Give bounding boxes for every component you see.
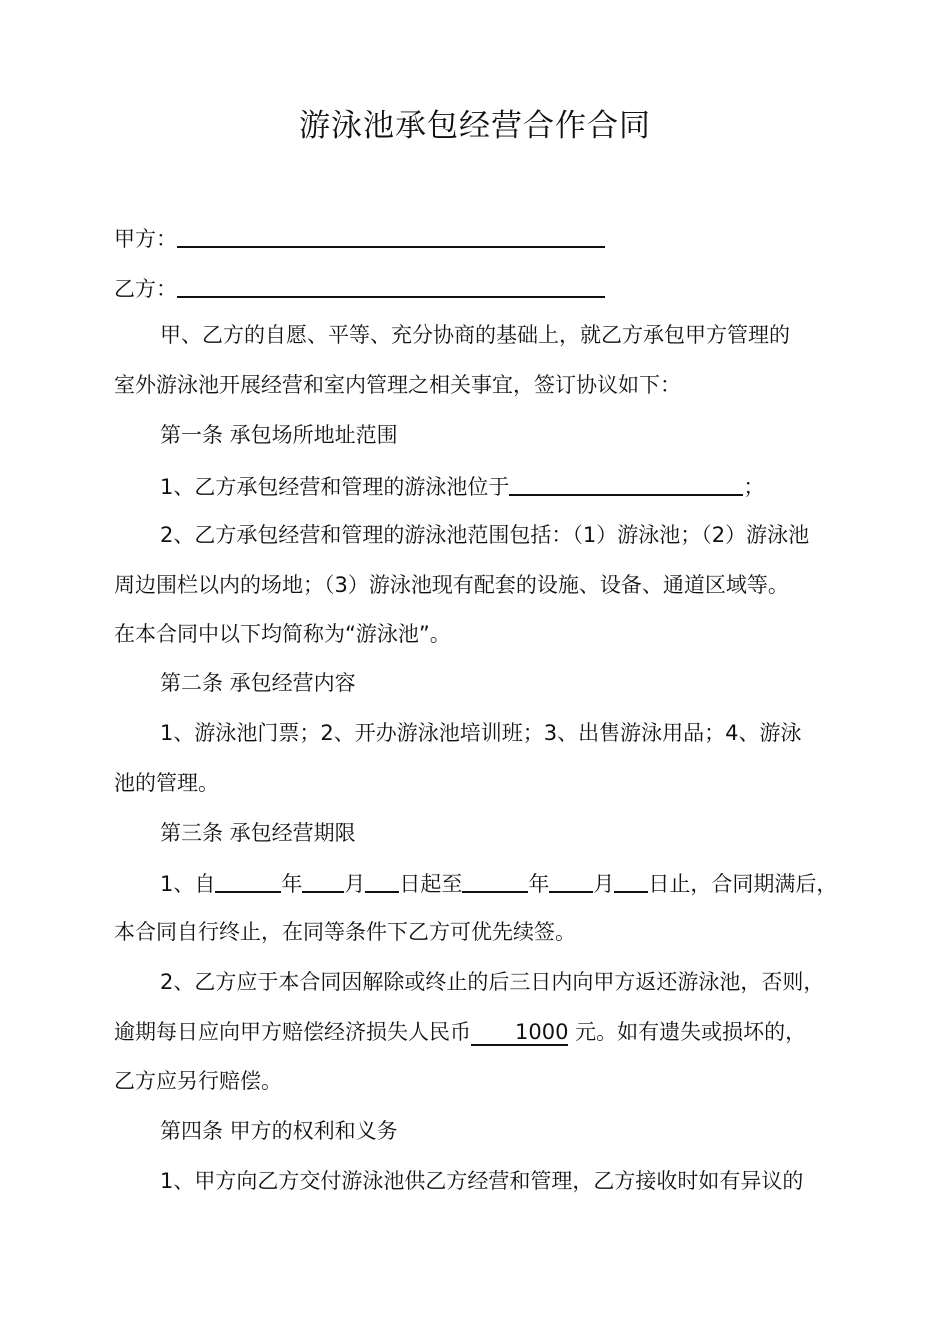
article-3-item-2-line-2 (114, 1017, 806, 1047)
article-1-item-1-text: 1、乙方承包经营和管理的游泳池位于 (160, 475, 510, 499)
article-1-item-2-line-2: 周边围栏以内的场地；（3）游泳池现有配套的设施、设备、通道区域等。 (114, 573, 789, 597)
end-month-label: 月 (593, 872, 615, 896)
document-title: 游泳池承包经营合作合同 (299, 108, 651, 144)
location-blank (509, 470, 743, 496)
party-b-label: 乙方： (114, 277, 177, 301)
start-year-label: 年 (281, 872, 303, 896)
penalty-suffix: 元。如有遗失或损坏的， (575, 1020, 807, 1044)
term-from-label: 1、自 (160, 872, 216, 896)
end-year-blank (462, 867, 528, 893)
end-month-blank (549, 867, 593, 893)
article-3-heading: 第三条 承包经营期限 (160, 821, 356, 845)
article-4-heading: 第四条 甲方的权利和义务 (160, 1119, 398, 1143)
intro-line-1-text: 甲、乙方的自愿、平等、充分协商的基础上，就乙方承包甲方管理的 (160, 323, 790, 347)
party-a-line (114, 222, 605, 254)
start-month-blank (302, 867, 344, 893)
article-3-item-1-line-2: 本合同自行终止，在同等条件下乙方可优先续签。 (114, 920, 576, 944)
article-1-item-2-line-3: 在本合同中以下均简称为“游泳池”。 (114, 622, 451, 646)
penalty-text: 逾期每日应向甲方赔偿经济损失人民币 (114, 1020, 471, 1044)
party-b-line (114, 272, 605, 304)
party-a-blank (177, 222, 605, 248)
intro-line-1 (160, 320, 836, 350)
end-day-blank (614, 867, 648, 893)
article-1-item-2-line-1: 2、乙方承包经营和管理的游泳池范围包括：（1）游泳池；（2）游泳池 (160, 523, 810, 547)
start-day-label: 日起至 (399, 872, 463, 896)
article-3-item-1-line-1 (160, 867, 837, 899)
article-3-item-2-line-3: 乙方应另行赔偿。 (114, 1069, 282, 1093)
party-a-label: 甲方： (114, 227, 177, 251)
article-2-heading: 第二条 承包经营内容 (160, 671, 356, 695)
party-b-blank (177, 272, 605, 298)
article-2-item-line-2: 池的管理。 (114, 771, 219, 795)
article-3-item-2-line-1: 2、乙方应于本合同因解除或终止的后三日内向甲方返还游泳池，否则， (160, 970, 825, 994)
article-1-heading: 第一条 承包场所地址范围 (160, 423, 398, 447)
end-year-label: 年 (528, 872, 550, 896)
start-year-blank (215, 867, 281, 893)
article-4-item-1-line-1: 1、甲方向乙方交付游泳池供乙方经营和管理，乙方接收时如有异议的 (160, 1169, 804, 1193)
end-day-label: 日止，合同期满后， (648, 872, 838, 896)
article-1-item-1-end: ； (743, 475, 765, 499)
intro-line-2: 室外游泳池开展经营和室内管理之相关事宜，签订协议如下： (114, 373, 681, 397)
article-2-item-line-1: 1、游泳池门票；2、开办游泳池培训班；3、出售游泳用品；4、游泳 (160, 721, 802, 745)
start-month-label: 月 (344, 872, 366, 896)
start-day-blank (365, 867, 399, 893)
article-1-item-1 (160, 470, 764, 502)
penalty-amount: 1000 (471, 1020, 568, 1046)
